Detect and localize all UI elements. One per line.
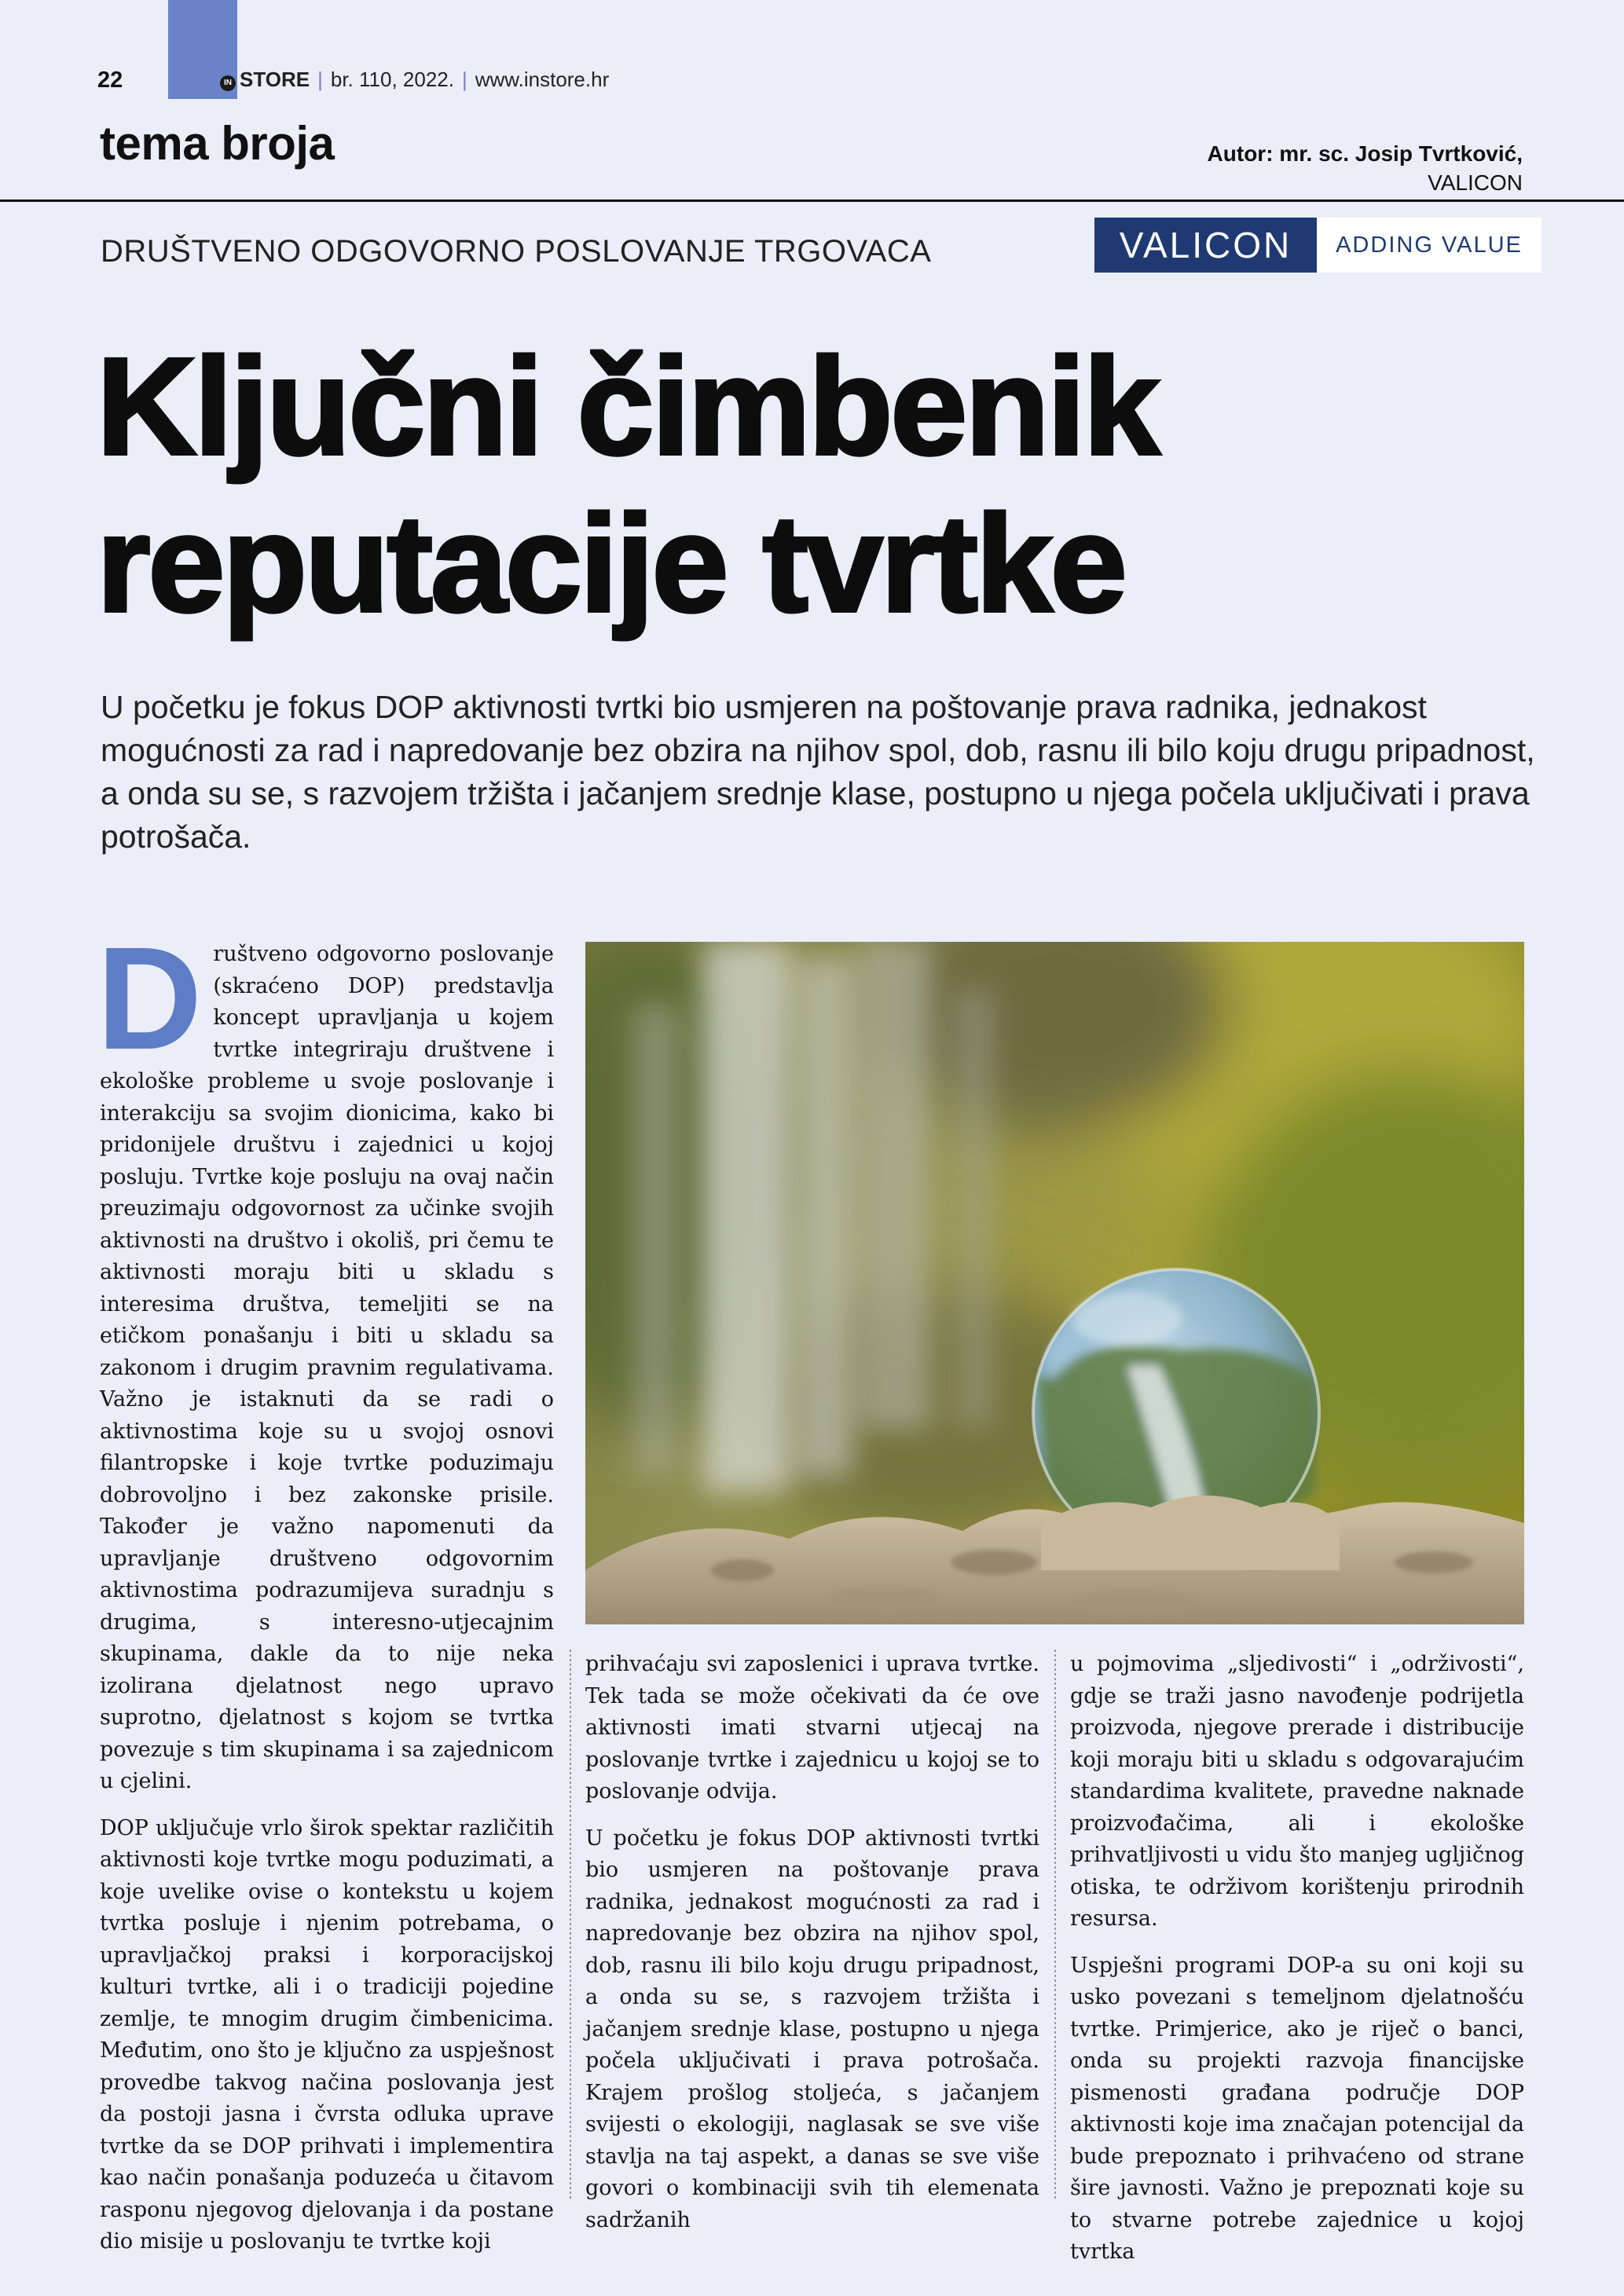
header-rule xyxy=(0,200,1624,202)
website-link[interactable]: www.instore.hr xyxy=(475,68,610,91)
paragraph-text: ruštveno odgovorno poslovanje (skraćeno DOP) predstavlja koncept upravljanja u kojem tvrtke integriraju društvene i ekološke probleme u svoje poslovanje i interakciju sa svojim dionicima, kako bi pridonijele društvu i zajednici u kojoj posluju. Tvrtke koje posluju na ovaj način preuzimaju odgovornost za učinke svojih aktivnosti na društvo i okoliš, pri čemu te aktivnosti moraju biti u skladu s interesima društva, temeljiti se na etičkom ponašanju i biti u skladu sa zakonom i drugim pravnim regulativama. Važno je istaknuti da se radi o aktivnostima koje su u svojoj osnovi filantropske i koje tvrtke poduzimaju dobrovoljno i bez zakonske prisile. Također je važno napomenuti da upravljanje društveno odgovornim aktivnostima podrazumijeva suradnju s drugima, s interesno-utjecajnim skupinama, dakle da to nije neka izolirana djelatnost nego upravo suprotno, djelatnost s kojom se tvrtka povezuje s tim skupinama i sa zajednicom u cjelini. xyxy=(100,942,554,1793)
body-paragraph: U početku je fokus DOP aktivnosti tvrtki bio usmjeren na poštovanje prava radnika, jednakost mogućnosti za rad i napredovanje bez obzira na njihov spol, dob, rasnu ili bilo koju drugu pripadnost, a onda su se, s razvojem tržišta i jačanjem srednje klase, postupno u njega počela uključivati i prava potrošača. Krajem prošlog stoljeća, s jačanjem svijesti o ekologiji, naglasak se sve više stavlja na taj aspekt, a danas se sve više govori o kombinaciji svih tih elemenata sadržanih xyxy=(585,1825,1039,2232)
body-paragraph xyxy=(97,917,554,1798)
issue-number: br. 110, 2022. xyxy=(330,68,454,91)
body-column-2 xyxy=(585,1649,1039,2236)
valicon-logo xyxy=(1094,218,1542,273)
section-title: tema broja xyxy=(100,117,335,170)
brand-name: VALICON xyxy=(1094,218,1317,273)
author-name: Autor: mr. sc. Josip Tvrtković, xyxy=(1207,141,1523,166)
body-paragraph: prihvaćaju svi zaposlenici i uprava tvrtke. Tek tada se može očekivati da će ove aktivnosti imati stvarni utjecaj na poslovanje tvrtke i zajednicu u kojoj se to poslovanje odvija. xyxy=(585,1652,1039,1803)
article-kicker: DRUŠTVENO ODGOVORNO POSLOVANJE TRGOVACA xyxy=(101,234,932,269)
author-block xyxy=(1208,139,1523,197)
separator: | xyxy=(461,68,467,91)
magazine-line xyxy=(220,68,609,92)
magazine-name: STORE xyxy=(240,68,310,91)
article-headline xyxy=(97,328,1158,643)
crystal-ball-waterfall-photo xyxy=(585,942,1524,1624)
headline-line-1: Ključni čimbenik xyxy=(97,330,1158,484)
column-divider xyxy=(570,1650,571,2199)
separator: | xyxy=(317,68,323,91)
body-column-3 xyxy=(1070,1649,1524,2269)
article-lead: U početku je fokus DOP aktivnosti tvrtki bio usmjeren na poštovanje prava radnika, jednakost mogućnosti za rad i napredovanje bez obzira na njihov spol, dob, rasnu ili bilo koju drugu pripadnost, a onda su se, s razvojem tržišta i jačanjem srednje klase, postupno u njega počela uključivati i prava potrošača. xyxy=(101,689,1535,855)
page-number: 22 xyxy=(97,68,123,93)
headline-line-2: reputacije tvrtke xyxy=(97,487,1125,641)
column-divider xyxy=(1054,1650,1056,2199)
brand-tagline: ADDING VALUE xyxy=(1317,218,1542,273)
body-paragraph: u pojmovima „sljedivosti“ i „održivosti“, gdje se traži jasno navođenje podrijetla proizvoda, njegove prerade i distribucije koji moraju biti u skladu s odgovarajućim standardima kvalitete, pravedne naknade proizvođačima, ali i ekološke prihvatljivosti u vidu što manjeg ugljičnog otiska, te održivom korištenju prirodnih resursa. xyxy=(1070,1652,1524,1931)
body-paragraph: Uspješni programi DOP-a su oni koji su usko povezani s temeljnom djelatnošću tvrtke. Primjerice, ako je riječ o banci, onda su projekti razvoja financijske pismenosti građana područje DOP aktivnosti koje ima značajan potencijal da bude prepoznato i prihvaćeno od strane šire javnosti. Važno je prepoznati koje su to stvarne potrebe zajednice u kojoj tvrtka xyxy=(1070,1953,1524,2264)
magazine-logo-icon: IN xyxy=(220,75,236,91)
body-column-1 xyxy=(97,917,554,2258)
author-organization: VALICON xyxy=(1428,170,1523,195)
drop-cap: D xyxy=(97,917,203,1080)
body-paragraph: DOP uključuje vrlo širok spektar različitih aktivnosti koje tvrtke mogu poduzimati, a koje uvelike ovise o kontekstu u kojem tvrtka posluje i njenim potrebama, o upravljačkoj praksi i korporacijskoj kulturi tvrtke, ali i o tradiciji pojedine zemlje, te mnogim drugim čimbenicima. Međutim, ono što je ključno za uspješnost provedbe takvog načina poslovanja jest da postoji jasna i čvrsta odluka uprave tvrtke da se DOP prihvati i implementira kao način ponašanja poduzeća u čitavom rasponu njegovog djelovanja i da postane dio misije u poslovanju te tvrtke koji xyxy=(100,1815,554,2254)
